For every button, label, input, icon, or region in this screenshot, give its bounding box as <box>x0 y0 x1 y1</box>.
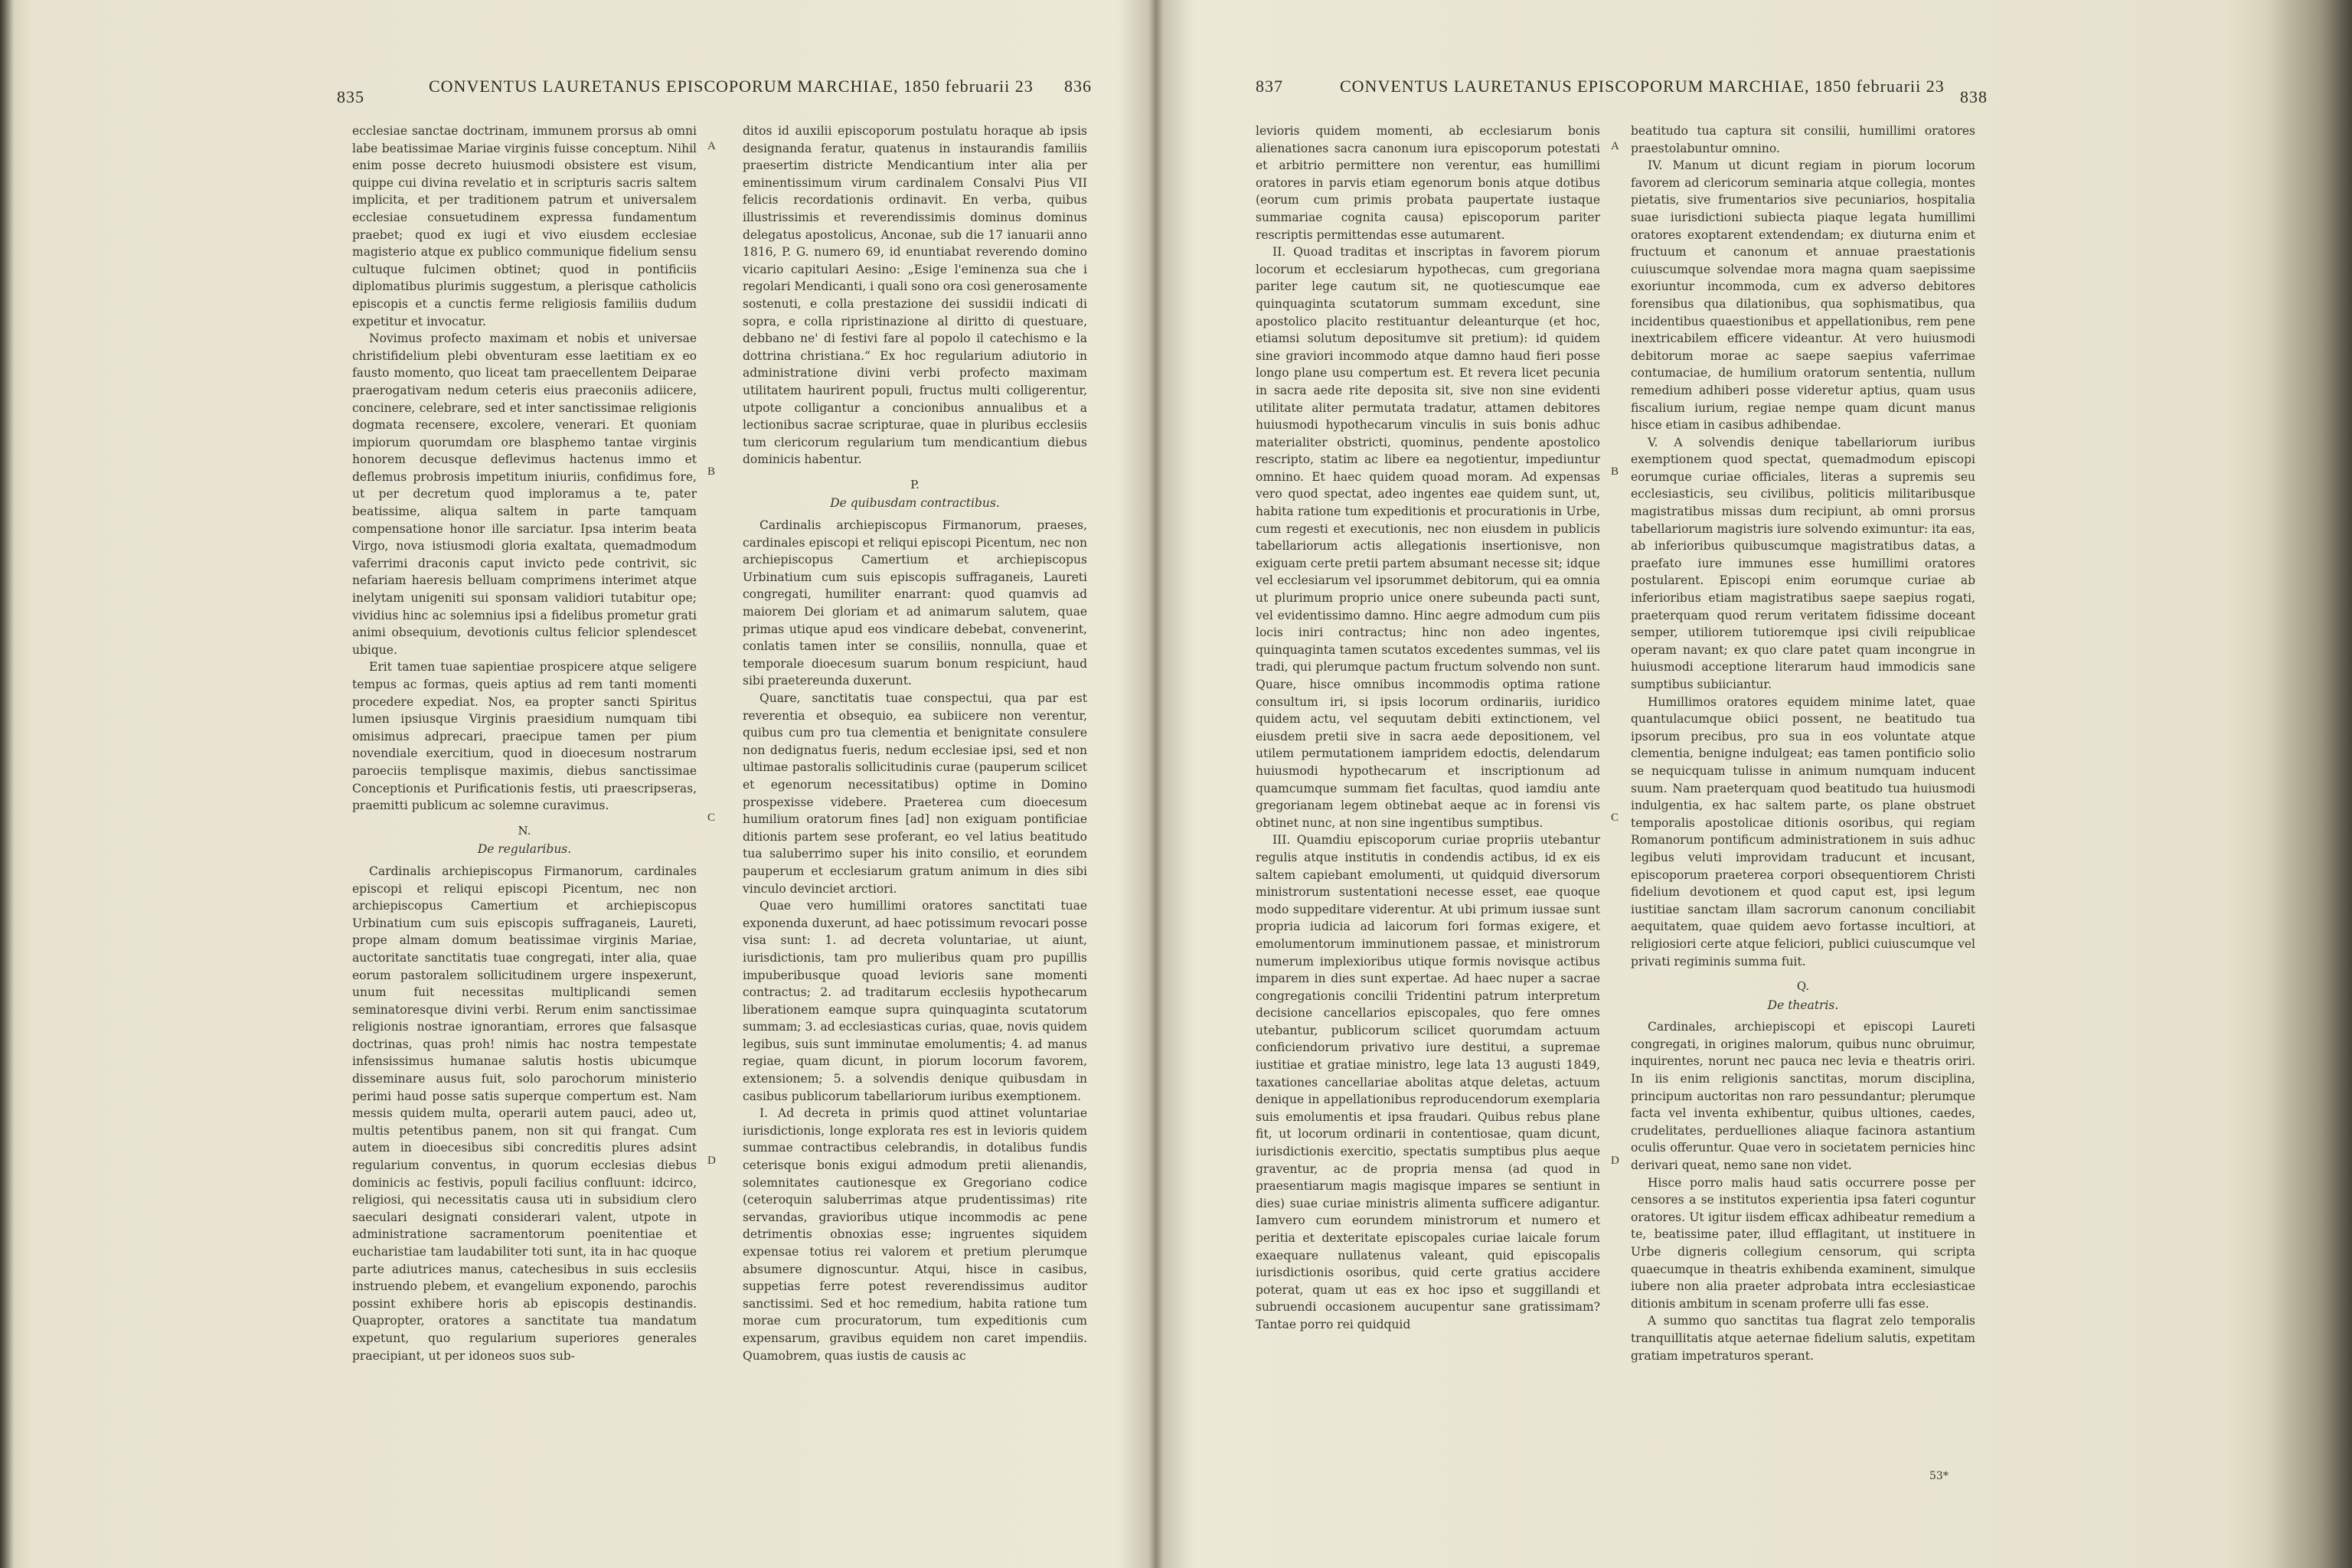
left-page <box>31 46 1133 1547</box>
right-page-header <box>1194 77 2297 107</box>
margin-letter-d: D <box>1611 1155 1619 1167</box>
page-number-836: 836 <box>1064 77 1092 96</box>
margin-letter-a: A <box>1611 140 1619 152</box>
page-number-837: 837 <box>1256 77 1283 96</box>
margin-letter-b: B <box>707 466 716 478</box>
section-label-q: Q. <box>1796 979 1810 994</box>
paragraph: Hisce porro malis haud satis occurrere posse per censores a se institutos experientia ipsa fateri coguntur oratores. Ut igitur iisdem efficax adhibeatur remedium a te, beatissime pater, illud efflagitant, ut instituere in Urbe digneris collegium censorum, qui scripta quaecumque in theatris exhibenda examinent, simulque iubere non alia praeter adprobata intra ecclesiasticae ditionis ambitum in scenam proferre ulli fas esse. <box>1631 1175 1975 1311</box>
right-column-1 <box>1256 122 1600 1334</box>
right-page <box>1194 46 2297 1547</box>
page-number-835: 835 <box>337 87 364 106</box>
paragraph: Cardinalis archiepiscopus Firmanorum, praeses, cardinales episcopi et reliqui episcopi Picentum, nec non archiepiscopus Camertium et archiepiscopus Urbinatium cum suis episcopis suffraganeis, Laureti congregati, humiliter enarrant: quod quamvis ad maiorem Dei gloriam et ad animarum salutem, quae primas utique apud eos vindicare debebat, convenerint, conlatis tamen inter se consiliis, nonnulla, quae et temporale dioecesum suarum bonum respiciunt, haud sibi praetereunda duxerunt. <box>743 518 1087 688</box>
paragraph: III. Quamdiu episcoporum curiae propriis utebantur regulis atque institutis in condendis actibus, id ex eis saltem capiebant emolumenti, ut quidquid diversorum ministrorum sustentationi necesse esset, eae quoque modo suppeditare viderentur. At ubi primum iussae sunt propria iudicia ad laicorum fori formas exigere, et emolumentorum imminutionem passae, et ministrorum numerum implexioribus utique formis novisque actibus imparem in dies sunt expertae. Ad haec nuper a sacrae congregationis concilii Tridentini patrum interpretum decisione cancellarios episcopales, quo fere omnes utebantur, publicorum scilicet quorumdam actuum conficiendorum privativo iure destitui, a supremae iustitiae et gratiae ministro, lege lata 13 augusti 1849, taxationes cancellariae abolitas atque deletas, actuum denique in appellationibus reproducendorum exemplaria suis emolumentis et ipsa fraudari. Quibus rebus plane fit, ut locorum ordinarii in contentiosae, quam dicunt, iurisdictionis exercitio, spectatis sumptibus plus aeque graventur, ac de propria mensa (ad quod in praesentiarum magis magisque impares se sentiunt in dies) suae curiae ministris alimenta sufficere adigantur. Iamvero cum eorundem ministrorum et numero et peritia et dexteritate episcopales curiae laicale forum exaequare nullatenus valeant, quid episcopalis iurisdictionis osoribus, quid certe gratius accidere poterat, quam ut eas ex hoc ipso et suggillandi et subruendi occasionem aucupentur sane gratissimam? Tantae porro rei quidquid <box>1256 833 1600 1331</box>
paragraph: Novimus profecto maximam et nobis et universae christifidelium plebi obventuram esse laetitiam ex eo fausto momento, quo liceat tam praecellentem Deiparae praerogativam nedum ceteris eius praeconiis adiicere, concinere, celebrare, sed et inter sanctissimae religionis dogmata recensere, excolere, venerari. Et quoniam impiorum quorumdam ore blasphemo tantae virginis honorem decusque deflevimus hactenus immo et deflemus probrosis impetitum iniuriis, confidimus fore, ut per decretum quod imploramus a te, pater beatissime, aliqua saltem in parte tamquam compensatione honor ille sarciatur. Ipsa interim beata Virgo, nova istiusmodi gloria exaltata, quemadmodum vaferrimi draconis caput invicto pede contrivit, sic nefariam haeresis belluam comprimens interimet atque inelytam unigeniti sui sponsam validiori tutabitur ope; vividius hinc ac solemnius ipsi a fidelibus prometur grati animi obsequium, devotionis cultus felicior splendescet ubique. <box>352 332 697 657</box>
margin-letter-b: B <box>1611 466 1619 478</box>
section-title-theatris: De theatris. <box>1767 998 1839 1012</box>
paragraph: V. A solvendis denique tabellariorum iuribus exemptionem quod spectat, quemadmodum episcopi eorumque curiae officiales, literas a supremis seu ecclesiasticis, seu civilibus, politicis militaribusque magistratibus missas dum recipiunt, ab omni prorsus tabellariorum magistris iure solvendo eximuntur: ita eas, ab inferioribus quibuscumque magistratibus datas, a praefato iure immunes esse humillimi oratores postularent. Episcopi enim eorumque curiae ab inferioribus etiam magistratibus saepe saepius rogati, praeterquam quod rerum veritatem fidissime doceant semper, utiliorem tutioremque ipsi civili reipublicae operam navant; ex quo clare patet quam incongrue in huiusmodi acceptione literarum haud immodicis sane sumptibus subiiciantur. <box>1631 435 1975 691</box>
paragraph: Cardinales, archiepiscopi et episcopi Laureti congregati, in origines malorum, quibus nunc obruimur, inquirentes, norunt nec pauca nec levia e theatris oriri. In iis enim religionis sanctitas, morum disciplina, principum auctoritas non raro pessundantur; plerumque facta vel inventa exhibentur, quibus ultiones, caedes, crudelitates, perduelliones aliaque facinora astantium oculis offeruntur. Quae vero in societatem pernicies hinc derivari queat, nemo sane non videt. <box>1631 1020 1975 1173</box>
section-label-p: P. <box>910 477 920 492</box>
paragraph: ditos id auxilii episcoporum postulatu horaque ab ipsis designanda feratur, quatenus in instaurandis familiis praesertim districte Mendicantium inter alia per eminentissimum virum cardinalem Consalvi Pius VII felicis recordationis ordinavit. En verba, quibus illustrissimis et reverendissimis dominus dominus delegatus apostolicus, Anconae, sub die 17 ianuarii anno 1816, P. G. numero 69, id enuntiabat reverendo domino vicario capitulari Aesino: „Esige l'eminenza sua che i regolari Mendicanti, i quali sono ora così generosamente sostenuti, e colla prestazione dei sussidii indicati di sopra, e colla ripristinazione al diritto di questuare, debbano ne' di festivi fare al popolo il catechismo e la dottrina christiana.“ Ex hoc regularium adiutorio in administratione divini verbi profecto maximam utilitatem haurirent populi, fructus multi colligerentur, utpote colligantur a concionibus annualibus et a lectionibus sacrae scripturae, quae in pluribus ecclesiis tum clericorum regularium tum mendicantium diebus dominicis habentur. <box>743 124 1087 467</box>
right-column-2 <box>1631 122 1975 1364</box>
signature-mark: 53* <box>1929 1470 1949 1482</box>
paragraph: I. Ad decreta in primis quod attinet voluntariae iurisdictionis, longe explorata res est in levioris quidem summae contractibus celebrandis, in dotalibus fundis ceterisque bonis exigui admodum pretii alienandis, solemnitates cautionesque ex Gregoriano codice (ceteroquin saluberrimas atque prudentissimas) rite servandas, gravioribus utique incommodis ac pene detrimentis obnoxias esse; ingruentes siquidem expensae totius rei valorem et pretium plerumque absumere dignoscuntur. Atqui, hisce in casibus, suppetias ferre potest reverendissimus auditor sanctissimi. Sed et hoc remedium, habita ratione tum morae cum procuratorum, tum expeditionis cum expensarum, gravibus equidem non caret impendiis. Quamobrem, quas iustis de causis ac <box>743 1106 1087 1363</box>
margin-letter-a: A <box>707 140 716 152</box>
running-title-left: CONVENTUS LAURETANUS EPISCOPORUM MARCHIAE, 1850 februarii 23 <box>429 77 1034 96</box>
paragraph: IV. Manum ut dicunt regiam in piorum locorum favorem ad clericorum seminaria atque collegia, montes pietatis, sive frumentarios sive pecuniarios, hospitalia suae iurisdictioni subiecta piaque legata humillimi oratores exoptarent extendendam; ex diuturna enim et fructuum et canonum et annuae praestationis cuiuscumque solvendae mora magna quam saepissime exoriuntur incommoda, cum ex adverso debitores forensibus qua dilationibus, qua sophismatibus, qua incidentibus quaestionibus et appellationibus, rem pene inextricabilem efficere videantur. At vero huiusmodi debitorum morae ac saepe saepius vaferrimae contumaciae, de humilium oratorum sententia, nullum remedium adhiberi posse videretur aptius, quam usus fiscalium iurium, regiae nempe quam dicunt manus hisce etiam in casibus adhibendae. <box>1631 158 1975 433</box>
margin-letter-c: C <box>1611 812 1619 824</box>
left-page-header <box>31 77 1133 107</box>
paragraph: ecclesiae sanctae doctrinam, immunem prorsus ab omni labe beatissimae Mariae virginis fuisse conceptum. Nihil enim posse decreto huiusmodi obsistere est visum, quippe cui divina revelatio et in scripturis sacris saltem implicita, et per traditionem patrum et universalem ecclesiae consuetudinem expressa fundamentum praebet; quod ex iugi et vivo eiusdem ecclesiae magisterio atque ex publico communique fidelium sensu cultuque fulcimen obtinet; quod in pontificiis diplomatibus plurimis suggestum, a plerisque catholicis episcopis et a cunctis ferme religiosis familiis dudum expetitur et invocatur. <box>352 124 697 328</box>
paragraph: beatitudo tua captura sit consilii, humillimi oratores praestolabuntur omnino. <box>1631 124 1975 155</box>
paragraph: Humillimos oratores equidem minime latet, quae quantulacumque obiici possent, ne beatitudo tua ipsorum precibus, pro sua in eos voluntate atque clementia, benigne indulgeat; eas tamen pontificio solio se nequicquam tulisse in animum numquam inducent suum. Nam praeterquam quod beatitudo tua huiusmodi indulgentia, ex hac saltem parte, os plane obstruet temporalis apostolicae ditionis osoribus, qui regiam Romanorum pontificum administrationem in suis adhuc legibus veluti improvidam traducunt et incusant, episcoporum praeterea corpori obsequentiorem Christi fidelium devotionem et quod caput est, ipsi legum iustitiae sanctam illam sacrorum canonum conciliabit aequitatem, quae quidem aevo fortasse incultiori, at religiosiori certe atque feliciori, publici cuiuscumque vel privati regiminis summa fuit. <box>1631 694 1975 969</box>
paragraph: Erit tamen tuae sapientiae prospicere atque seligere tempus ac formas, queis aptius ad rem tanti momenti procedere expediat. Nos, ea propter sancti Spiritus lumen ipsiusque Virginis praesidium numquam tibi omisimus adprecari, praecipue tamen per pium novendiale exercitium, quod in dioecesum nostrarum paroeciis templisque maximis, diebus sanctissimae Conceptionis et Purificationis festis, uti praescripseras, praemitti publicum ac solemne curavimus. <box>352 660 697 813</box>
section-title-regularibus: De regularibus. <box>477 842 572 857</box>
page-number-838: 838 <box>1960 87 1988 106</box>
margin-letter-c: C <box>707 812 716 824</box>
paragraph: Quare, sanctitatis tuae conspectui, qua par est reverentia et obsequio, ea subiicere non verentur, quibus cum pro tua clementia et benignitate consulere non dedignatus fueris, nedum ecclesiae ipsi, sed et non ultimae pastoralis sollicitudinis curae (pauperum scilicet et egenorum necessitatibus) optime in Domino prospexisse videbere. Praeterea cum dioecesum humilium oratorum fines [ad] non exiguam pontificiae ditionis partem sese proferant, eo vel latius beatitudo tua saluberrimo super his inito consilio, et eorundem pauperum et ecclesiarum gratum animum in dies sibi vinculo devinciet arctiori. <box>743 691 1087 896</box>
paragraph: A summo quo sanctitas tua flagrat zelo temporalis tranquillitatis atque aeternae fidelium salutis, expetitam gratiam impetraturos sperant. <box>1631 1314 1975 1363</box>
running-title-right: CONVENTUS LAURETANUS EPISCOPORUM MARCHIAE, 1850 februarii 23 <box>1340 77 1945 96</box>
paragraph: Cardinalis archiepiscopus Firmanorum, cardinales episcopi et reliqui episcopi Picentum, nec non archiepiscopus Camertium et archiepiscopus Urbinatium cum suis episcopis suffraganeis, Laureti, prope almam domum beatissimae virginis Mariae, auctoritate sanctitatis tuae congregati, inter alia, quae eorum pastoralem sollicitudinem urgere inspexerunt, unum fuit necessitas multiplicandi semen seminatoresque divini verbi. Rerum enim sanctissimae religionis nostrae ignorantiam, errores que falsasque doctrinas, quas proh! nimis hac nostra tempestate infensissimus humanae salutis hostis ubicumque disseminare ausus fuit, solo parochorum ministerio perimi haud posse satis superque compertum est. Nam messis quidem multa, operarii autem pauci, adeo ut, multis petentibus panem, non sit qui frangat. Cum autem in dioecesibus sibi concreditis plures adsint regularium conventus, in quorum ecclesias diebus dominicis ac festivis, populi facilius confluunt: idcirco, religiosi, qui necessitatis causa uti in subsidium clero saeculari designati considerari valent, utpote in administratione sacramentorum poenitentiae et eucharistiae tam laudabiliter toti sunt, ita in hac quoque parte adiutrices manus, catechesibus in suis ecclesiis instruendo plebem, et evangelium exponendo, parochis possint exhibere horis ab episcopis destinandis. Quapropter, oratores a sanctitate tua mandatum expetunt, quo regularium superiores generales praecipiant, ut per idoneos suos sub- <box>352 864 697 1363</box>
margin-letter-d: D <box>707 1155 716 1167</box>
left-column-1 <box>352 122 697 1364</box>
section-title-contractibus: De quibusdam contractibus. <box>830 496 1000 511</box>
paragraph: levioris quidem momenti, ab ecclesiarum bonis alienationes sacra canonum iura episcoporum potestati et arbitrio permittere non verentur, eas humillimi oratores in parvis etiam egenorum bonis atque dotibus (eorum cum primis probata paupertate iustaque summariae cognita causa) episcoporum pariter rescriptis permittendas esse autumarent. <box>1256 124 1600 242</box>
paragraph: Quae vero humillimi oratores sanctitati tuae exponenda duxerunt, ad haec potissimum revocari posse visa sunt: 1. ad decreta voluntariae, ut aiunt, iurisdictionis, tam pro mulieribus quam pro pupillis impuberibusque quoad levioris sane momenti contractus; 2. ad traditarum ecclesiis hypothecarum liberationem eamque supra quinquaginta scutatorum summam; 3. ad ecclesiasticas curias, quae, novis quidem legibus, suis sunt imminutae emolumentis; 4. ad manus regiae, quam dicunt, in piorum locorum favorem, extensionem; 5. a solvendis denique quibusdam in casibus publicorum tabellariorum iuribus exemptionem. <box>743 899 1087 1103</box>
section-label-n: N. <box>518 823 531 838</box>
paragraph: II. Quoad traditas et inscriptas in favorem piorum locorum et ecclesiarum hypothecas, cum gregoriana pariter lege cautum sit, ne quotiescumque eae quinquaginta scutatorum summam excedunt, sine apostolico placito restituantur deleanturque (et hoc, etiamsi solutum depositumve sit pretium): id quidem sine graviori incommodo atque damno haud fieri posse longo plane usu compertum est. Et revera licet pecunia in sacra aede rite deposita sit, sive non sine evidenti utilitate aliter permutata tradatur, attamen debitores huiusmodi hypothecarum vinculis in suis bonis adhuc materialiter obstricti, quominus, pendente apostolico rescripto, statim ac libere ea negotientur, impediuntur omnino. Et haec quidem quoad moram. Ad expensas vero quod spectat, adeo ingentes eae quidem sunt, ut, habita ratione tum expeditionis et procurationis in Urbe, cum regesti et executionis, nec non eiusdem in publicis tabellariorum actis allegationis insertionisve, non exiguam certe pretii partem absumant necesse sit; idque vel ecclesiarum vel ipsorummet debitorum, qui ea omnia ut plurimum proprio unice onere subeunda pacti sunt, vel evidentissimo damno. Hinc aegre admodum cum piis locis iniri contractus; hinc non adeo ingentes, quinquaginta tamen scutatos excedentes summas, vel iis tradi, qui plerumque pactum fructum solvendo non sunt. Quare, hisce omnibus incommodis optima ratione consultum iri, si ipsis locorum ordinariis, iuridico quidem actu, vel sequutam debiti extinctionem, vel eiusdem pretii sive in sacra aede depositionem, vel utilem permutationem iampridem edoctis, delendarum huiusmodi hypothecarum et inscriptionum ad quamcumque summam fiet facultas, quod iamdiu ante gregorianam legem obtinebat aeque ac in forensi vis obtinet nunc, at non sine ingentibus sumptibus. <box>1256 245 1600 830</box>
left-column-2 <box>743 122 1087 1364</box>
